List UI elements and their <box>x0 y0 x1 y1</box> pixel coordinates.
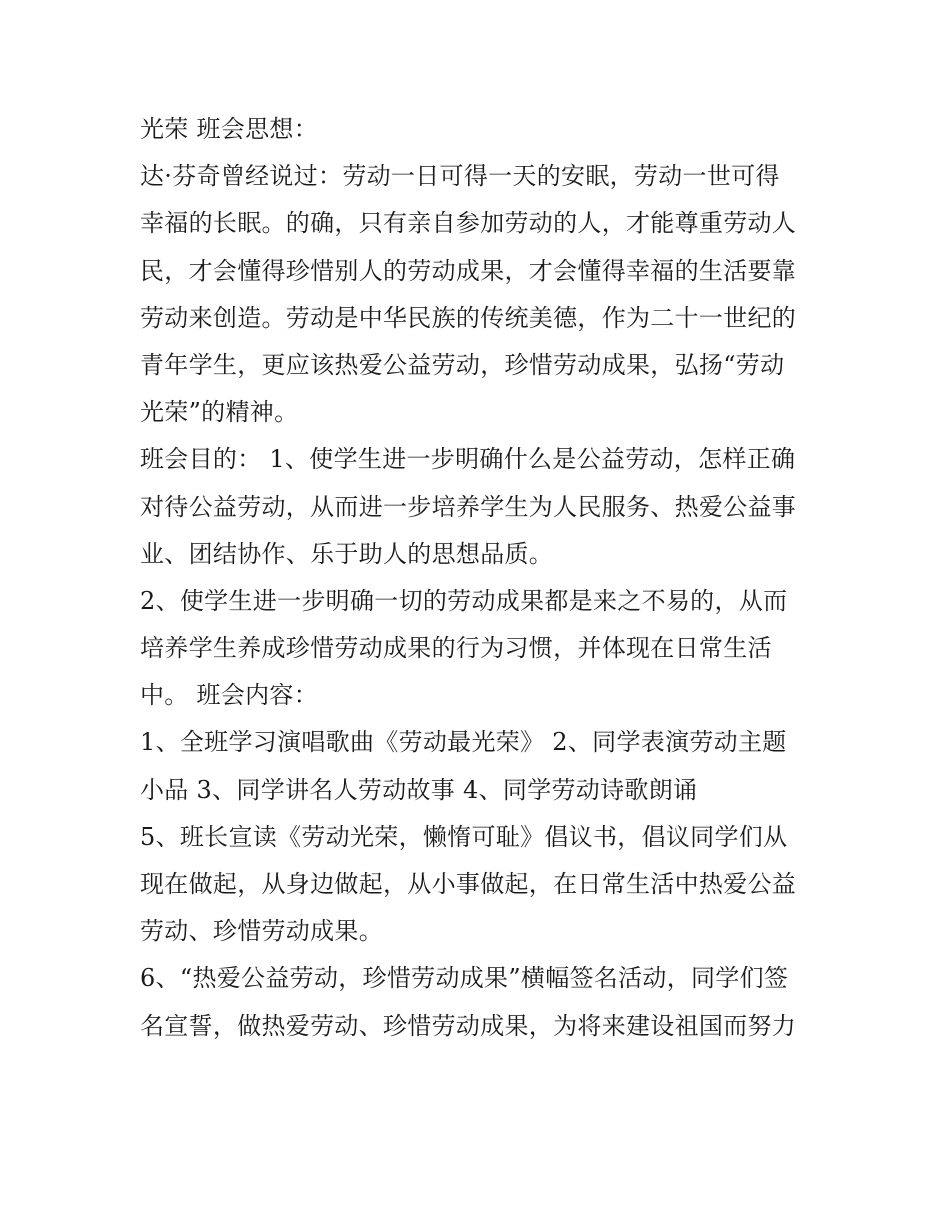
text-line: 对待公益劳动，从而进一步培养学生为人民服务、热爱公益事 <box>140 492 797 521</box>
text-line: 2、使学生进一步明确一切的劳动成果都是来之不易的，从而 <box>140 586 788 615</box>
text-line: 幸福的长眠。的确，只有亲自参加劳动的人，才能尊重劳动人 <box>140 209 797 238</box>
text-line: 1、全班学习演唱歌曲《劳动最光荣》 2、同学表演劳动主题 <box>140 728 787 757</box>
text-line: 青年学生，更应该热爱公益劳动，珍惜劳动成果，弘扬“劳动 <box>140 350 785 379</box>
text-line: 光荣”的精神。 <box>140 398 299 427</box>
text-line: 中。 班会内容： <box>140 681 319 710</box>
text-line: 现在做起，从身边做起，从小事做起，在日常生活中热爱公益 <box>140 870 797 898</box>
text-line: 民，才会懂得珍惜别人的劳动成果，才会懂得幸福的生活要靠 <box>140 256 797 285</box>
document-body <box>140 106 840 1050</box>
text-line: 劳动来创造。劳动是中华民族的传统美德，作为二十一世纪的 <box>140 303 797 332</box>
text-line: 名宣誓，做热爱劳动、珍惜劳动成果，为将来建设祖国而努力 <box>140 1011 797 1040</box>
text-line: 小品 3、同学讲名人劳动故事 4、同学劳动诗歌朗诵 <box>140 775 698 804</box>
text-line: 培养学生养成珍惜劳动成果的行为习惯，并体现在日常生活 <box>140 634 772 663</box>
text-line: 6、“热爱公益劳动，珍惜劳动成果”横幅签名活动，同学们签 <box>140 964 789 993</box>
text-line: 劳动、珍惜劳动成果。 <box>140 917 383 946</box>
text-line: 达·芬奇曾经说过：劳动一日可得一天的安眠，劳动一世可得 <box>140 162 780 191</box>
text-line: 5、班长宣读《劳动光荣，懒惰可耻》倡议书，倡议同学们从 <box>140 822 788 851</box>
text-line: 光荣 班会思想： <box>140 115 319 143</box>
text-line: 班会目的： 1、使学生进一步明确什么是公益劳动，怎样正确 <box>140 445 796 474</box>
text-line: 业、团结协作、乐于助人的思想品质。 <box>140 539 554 568</box>
